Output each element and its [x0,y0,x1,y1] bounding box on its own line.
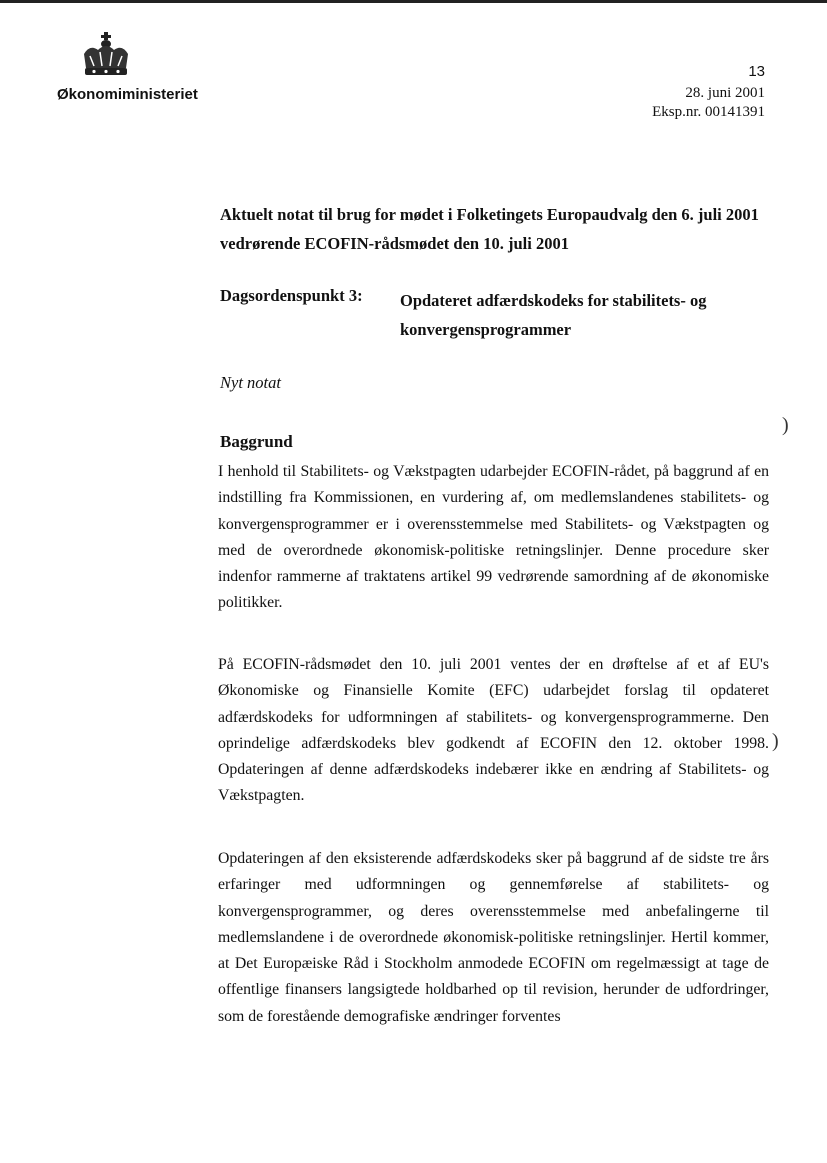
paragraph-2 [218,652,769,810]
note-type: Nyt notat [220,373,281,392]
paragraph-3 [218,846,769,1030]
punch-hole-mark-icon: ) [772,730,779,752]
document-date: 28. juni 2001 [685,85,765,101]
paragraph-text: Opdateringen af den eksisterende adfærdskodeks sker på baggrund af de sidste tre års erfaringer med udformningen og gennemførelse af stabilitets- og konvergensprogrammer, og deres overensstemmelse med anbefalingerne til medlemslandene i de overordnede økonomisk-politiske retningslinjer. Hertil kommer, at Det Europæiske Råd i Stockholm anmodede ECOFIN om regelmæssigt at tage de offentlige finansers langsigtede holdbarhed op til revision, herunder de udfordringer, som de forestående demografiske ændringer forventes [218,850,769,1025]
paragraph-1 [218,459,769,617]
section-heading: Baggrund [220,432,293,451]
crown-logo-icon [80,32,132,80]
agenda-item-text: Opdateret adfærdskodeks for stabilitets- og konvergensprogrammer [400,291,707,339]
agenda-label: Dagsordenspunkt 3: [220,286,363,305]
paragraph-text: På ECOFIN-rådsmødet den 10. juli 2001 ventes der en drøftelse af et af EU's Økonomiske og Finansielle Komite (EFC) udarbejdet forslag til opdateret adfærdskodeks for udformningen af stabilitets- og konvergensprogrammerne. Den oprindelige adfærdskodeks blev godkendt af ECOFIN den 12. oktober 1998. Opdateringen af denne adfærdskodeks indebærer ikke en ændring af Stabilitets- og Vækstpagten. [218,656,769,805]
top-edge-line [0,0,827,3]
punch-hole-mark-icon: ) [782,414,789,436]
document-title: Aktuelt notat til brug for mødet i Folketingets Europaudvalg den 6. juli 2001 vedrørende ECOFIN-rådsmødet den 10. juli 2001 [220,205,759,253]
paragraph-text: I henhold til Stabilitets- og Vækstpagten udarbejder ECOFIN-rådet, på baggrund af en indstilling fra Kommissionen, en vurdering af, om medlemslandenes stabilitets- og konvergensprogrammer er i overensstemmelse med Stabilitets- og Vækstpagten og med de overordnede økonomisk-politiske retningslinjer. Denne procedure sker indenfor rammerne af traktatens artikel 99 vedrørende samordning af de økonomiske politikker. [218,463,769,612]
ministry-name: Økonomiministeriet [57,86,198,103]
page-number: 13 [748,63,765,80]
reference-number: Eksp.nr. 00141391 [652,104,765,120]
